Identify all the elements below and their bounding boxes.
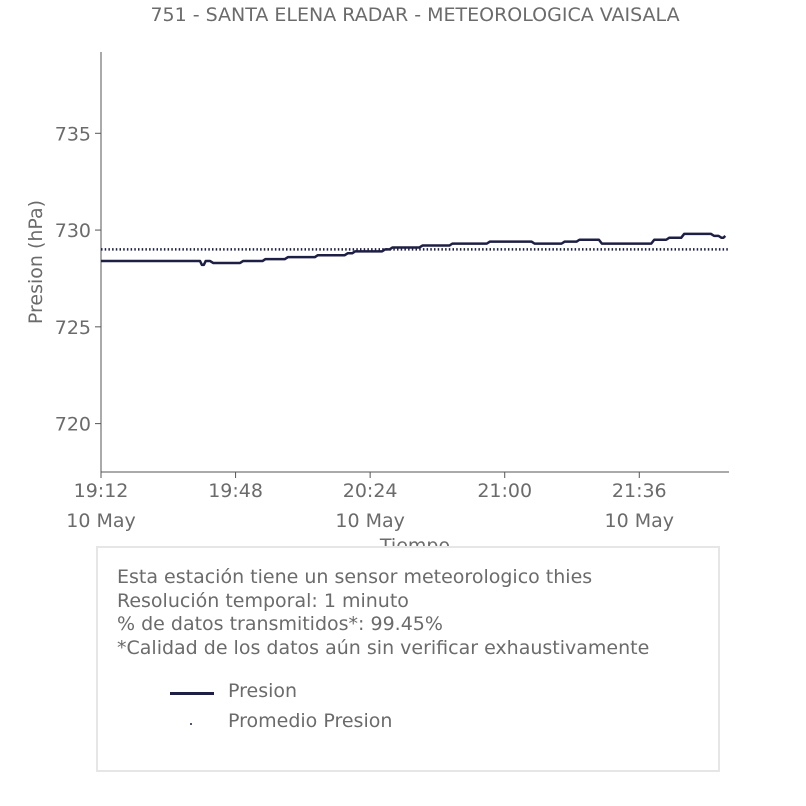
x-tick-date-label: 10 May: [335, 510, 405, 532]
x-tick-label: 20:24: [342, 480, 398, 502]
info-text: [117, 566, 649, 660]
dot-marker-swatch-icon: [190, 723, 192, 725]
x-tick-label: 19:48: [208, 480, 263, 502]
x-tick-date-label: 10 May: [66, 510, 136, 532]
y-tick-label: 725: [54, 316, 91, 339]
info-line-quality: *Calidad de los datos aún sin verificar exhaustivamente: [117, 636, 650, 659]
x-tick-date-label: 10 May: [604, 510, 675, 532]
x-tick-label: 21:36: [611, 480, 667, 502]
y-tick-label: 730: [54, 220, 91, 243]
y-axis-label: Presion (hPa): [25, 199, 47, 325]
info-line-transmitted: % de datos transmitidos*: 99.45%: [117, 613, 443, 635]
info-box: [96, 546, 720, 772]
solid-line-swatch-icon: [170, 692, 214, 695]
x-tick-label: 19:12: [73, 480, 129, 502]
info-line-sensor: Esta estación tiene un sensor meteorologico thies: [117, 566, 593, 588]
y-tick-label: 720: [54, 413, 91, 436]
legend-label-promedio: Promedio Presion: [228, 710, 393, 732]
y-tick-label: 735: [54, 123, 91, 146]
x-tick-label: 21:00: [477, 480, 533, 502]
chart-title: 751 - SANTA ELENA RADAR - METEOROLOGICA VAISALA: [150, 4, 680, 26]
info-line-resolution: Resolución temporal: 1 minuto: [117, 589, 409, 612]
legend-label-presion: Presion: [228, 680, 298, 702]
